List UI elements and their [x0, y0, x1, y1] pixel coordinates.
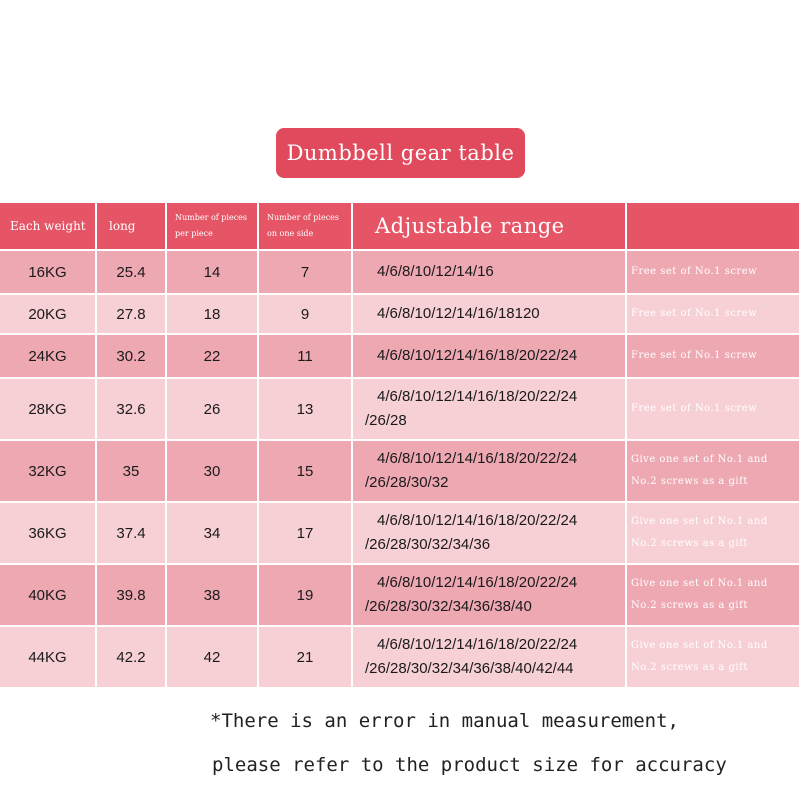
cell-pieces-one-side: 19: [258, 564, 352, 626]
table-title: Dumbbell gear table: [276, 128, 525, 178]
cell-weight: 44KG: [0, 626, 96, 688]
header-row: [0, 203, 800, 250]
footnote-line-2: please refer to the product size for accuracy: [212, 754, 727, 776]
table-row: [0, 564, 800, 626]
note-line-1: Give one set of No.1 and: [631, 516, 768, 527]
gear-table: [0, 203, 800, 689]
note-line-1: Free set of No.1 screw: [631, 308, 758, 319]
note-line-2: No.2 screws as a gift: [631, 600, 748, 611]
range-line-1: 4/6/8/10/12/14/16/18/20/22/24: [377, 388, 578, 405]
cell-pieces-one-side: 15: [258, 440, 352, 502]
table-row: [0, 440, 800, 502]
note-line-2: No.2 screws as a gift: [631, 476, 748, 487]
note-line-1: Give one set of No.1 and: [631, 578, 768, 589]
header-each-weight: Each weight: [0, 203, 96, 250]
range-line-1: 4/6/8/10/12/14/16/18/20/22/24: [377, 512, 578, 529]
cell-pieces-one-side: 13: [258, 378, 352, 440]
table-row: [0, 250, 800, 294]
table-row: [0, 378, 800, 440]
cell-pieces-one-side: 17: [258, 502, 352, 564]
cell-pieces-per-piece: 30: [166, 440, 258, 502]
cell-pieces-per-piece: 42: [166, 626, 258, 688]
range-line-1: 4/6/8/10/12/14/16: [377, 263, 494, 280]
cell-adjustable-range: [352, 334, 626, 378]
cell-pieces-per-piece: 26: [166, 378, 258, 440]
cell-weight: 40KG: [0, 564, 96, 626]
cell-gift-note: [626, 564, 800, 626]
cell-long: 25.4: [96, 250, 166, 294]
note-line-1: Free set of No.1 screw: [631, 266, 758, 277]
range-line-2: /26/28/30/32/34/36: [365, 536, 491, 553]
range-line-1: 4/6/8/10/12/14/16/18/20/22/24: [377, 636, 578, 653]
range-line-1: 4/6/8/10/12/14/16/18/20/22/24: [377, 450, 578, 467]
cell-adjustable-range: [352, 378, 626, 440]
cell-pieces-per-piece: 38: [166, 564, 258, 626]
cell-long: 32.6: [96, 378, 166, 440]
note-line-1: Free set of No.1 screw: [631, 350, 758, 361]
range-line-1: 4/6/8/10/12/14/16/18/20/22/24: [377, 574, 578, 591]
range-line-1: 4/6/8/10/12/14/16/18120: [377, 305, 540, 322]
cell-weight: 36KG: [0, 502, 96, 564]
note-line-2: No.2 screws as a gift: [631, 538, 748, 549]
cell-gift-note: [626, 502, 800, 564]
cell-weight: 32KG: [0, 440, 96, 502]
cell-pieces-one-side: 9: [258, 294, 352, 334]
cell-long: 30.2: [96, 334, 166, 378]
table-row: [0, 294, 800, 334]
cell-adjustable-range: [352, 294, 626, 334]
cell-pieces-per-piece: 18: [166, 294, 258, 334]
range-line-2: /26/28/30/32/34/36/38/40: [365, 598, 532, 615]
header-pieces-per-piece: Number of pieces per piece: [166, 203, 258, 250]
cell-adjustable-range: [352, 250, 626, 294]
range-line-1: 4/6/8/10/12/14/16/18/20/22/24: [377, 347, 578, 364]
cell-pieces-one-side: 21: [258, 626, 352, 688]
note-line-1: Give one set of No.1 and: [631, 640, 768, 651]
cell-weight: 20KG: [0, 294, 96, 334]
cell-gift-note: [626, 378, 800, 440]
footnote-line-1: *There is an error in manual measurement,: [210, 710, 679, 732]
table-row: [0, 626, 800, 688]
cell-long: 27.8: [96, 294, 166, 334]
cell-gift-note: [626, 440, 800, 502]
cell-pieces-per-piece: 34: [166, 502, 258, 564]
cell-long: 42.2: [96, 626, 166, 688]
cell-pieces-per-piece: 22: [166, 334, 258, 378]
cell-adjustable-range: [352, 626, 626, 688]
cell-gift-note: [626, 294, 800, 334]
cell-adjustable-range: [352, 440, 626, 502]
note-line-2: No.2 screws as a gift: [631, 662, 748, 673]
cell-pieces-one-side: 11: [258, 334, 352, 378]
cell-adjustable-range: [352, 502, 626, 564]
range-line-2: /26/28/30/32/34/36/38/40/42/44: [365, 660, 574, 677]
cell-weight: 24KG: [0, 334, 96, 378]
table-row: [0, 334, 800, 378]
cell-long: 37.4: [96, 502, 166, 564]
note-line-1: Give one set of No.1 and: [631, 454, 768, 465]
header-adjustable-range: Adjustable range: [352, 203, 626, 250]
header-pieces-one-side: Number of pieces on one side: [258, 203, 352, 250]
cell-weight: 16KG: [0, 250, 96, 294]
cell-gift-note: [626, 250, 800, 294]
cell-pieces-one-side: 7: [258, 250, 352, 294]
note-line-1: Free set of No.1 screw: [631, 403, 758, 414]
cell-gift-note: [626, 626, 800, 688]
header-long: long: [96, 203, 166, 250]
cell-weight: 28KG: [0, 378, 96, 440]
cell-gift-note: [626, 334, 800, 378]
range-line-2: /26/28/30/32: [365, 474, 449, 491]
range-line-2: /26/28: [365, 412, 407, 429]
cell-adjustable-range: [352, 564, 626, 626]
cell-pieces-per-piece: 14: [166, 250, 258, 294]
cell-long: 39.8: [96, 564, 166, 626]
cell-long: 35: [96, 440, 166, 502]
header-note: [626, 203, 800, 250]
table-row: [0, 502, 800, 564]
